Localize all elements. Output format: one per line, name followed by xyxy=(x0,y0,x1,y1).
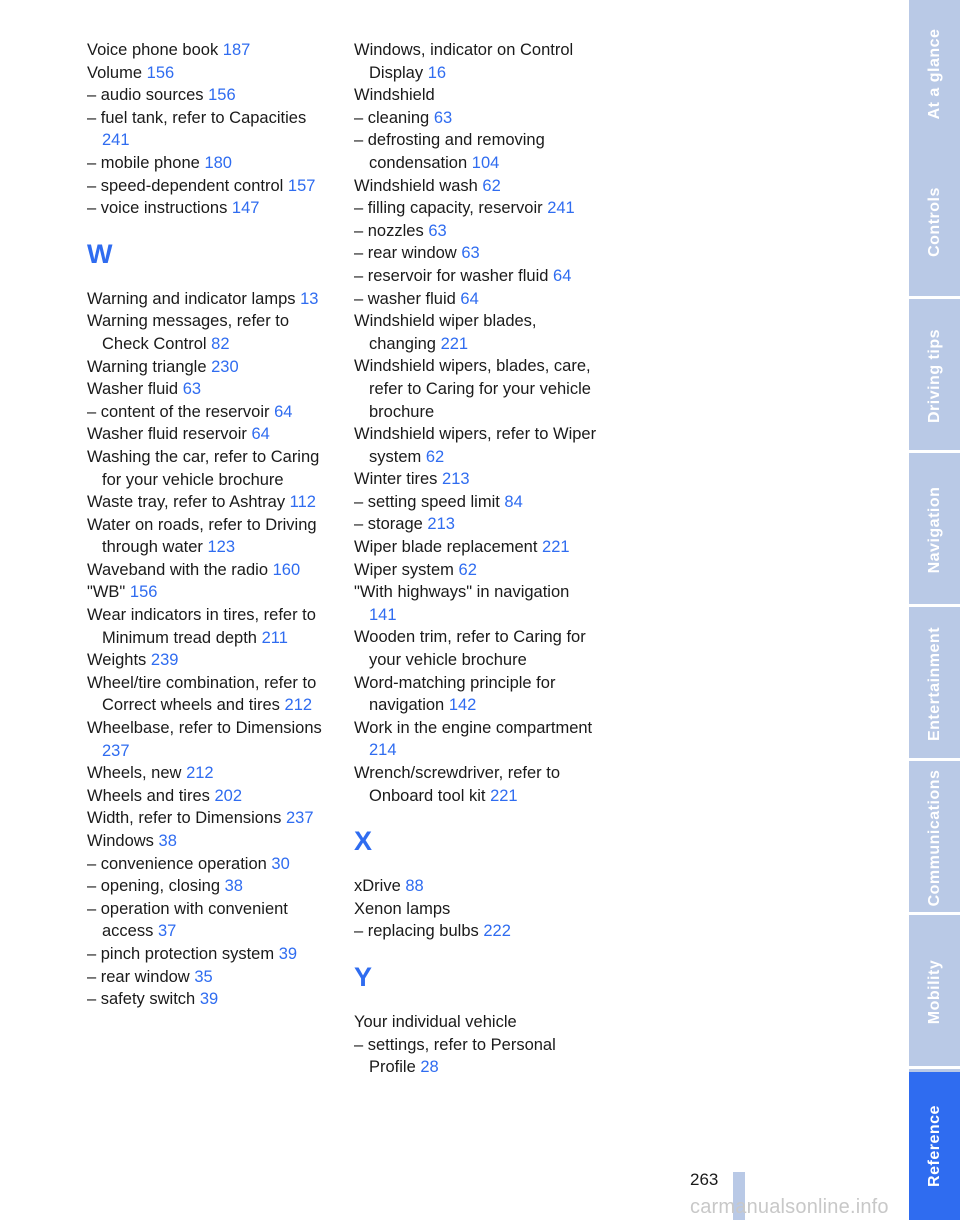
index-entry xyxy=(87,356,332,379)
index-entry-text: – mobile phone xyxy=(87,153,200,172)
index-entry xyxy=(87,491,332,514)
index-entry-text: – audio sources xyxy=(87,86,204,105)
index-entry xyxy=(354,491,599,514)
index-entry xyxy=(354,536,599,559)
page-reference-link[interactable]: 230 xyxy=(211,357,239,376)
index-entry-text: "WB" xyxy=(87,583,126,602)
index-entry-text: "With highways" in navigation xyxy=(354,583,570,602)
sidebar-tab-driving-tips[interactable] xyxy=(909,302,960,453)
index-entry-text: Voice phone book xyxy=(87,41,219,59)
index-entry-text: xDrive xyxy=(354,877,401,896)
page-reference-link[interactable]: 64 xyxy=(274,402,293,421)
index-entry-text: Wrench/screwdriver, refer to Onboard tool kit xyxy=(354,764,561,805)
index-entry-text: Washer fluid xyxy=(87,380,179,399)
index-entry xyxy=(87,423,332,446)
index-entry xyxy=(87,966,332,989)
sidebar-tab-entertainment[interactable] xyxy=(909,610,960,761)
index-entry-text: – defrosting and removing condensation xyxy=(354,131,545,172)
index-entry xyxy=(87,943,332,966)
index-entry-text: – settings, refer to Personal Profile xyxy=(354,1035,556,1077)
page-reference-link[interactable]: 156 xyxy=(129,583,158,602)
index-entry-text: Width, refer to Dimensions xyxy=(87,809,282,828)
index-entry-text: Wear indicators in tires, refer to Minimum tread depth xyxy=(87,606,316,647)
index-entry xyxy=(87,604,332,649)
index-entry-text: Windshield wiper blades, changing xyxy=(354,312,537,353)
index-entry-text: Waveband with the radio xyxy=(87,560,268,579)
index-entry xyxy=(87,717,332,762)
index-entry xyxy=(354,581,599,626)
index-entry-text: Windshield xyxy=(354,86,435,105)
index-entry xyxy=(87,197,332,220)
index-entry xyxy=(354,175,599,198)
index-entry-text: Wiper blade replacement xyxy=(354,538,538,557)
page-reference-link[interactable]: 84 xyxy=(504,492,523,511)
index-entry-text: Wheels and tires xyxy=(87,786,210,805)
sidebar-tab-label: Entertainment xyxy=(925,626,943,742)
index-column-right xyxy=(354,39,599,1079)
page-reference-link[interactable]: 187 xyxy=(222,41,251,59)
sidebar-tab-mobility[interactable] xyxy=(909,918,960,1069)
page-reference-link[interactable]: 213 xyxy=(427,515,455,534)
page-reference-link[interactable]: 38 xyxy=(224,877,243,896)
page-reference-link[interactable]: 88 xyxy=(405,877,424,896)
index-entry xyxy=(87,446,332,491)
page-reference-link[interactable]: 30 xyxy=(271,854,290,873)
index-letter-heading: X xyxy=(354,826,373,857)
index-entry xyxy=(87,514,332,559)
sidebar-tab-label: Reference xyxy=(925,1105,943,1187)
index-entry xyxy=(87,175,332,198)
page-reference-link[interactable]: 16 xyxy=(427,63,447,82)
index-entry-text: – reservoir for washer fluid xyxy=(354,266,549,285)
index-entry xyxy=(87,649,332,672)
page-reference-link[interactable]: 214 xyxy=(369,741,397,760)
index-letter-heading: Y xyxy=(354,961,373,992)
page-reference-link[interactable]: 39 xyxy=(278,944,298,963)
index-entry-text: Warning messages, refer to Check Control xyxy=(87,312,290,353)
page-reference-link[interactable]: 112 xyxy=(289,493,316,512)
index-entry xyxy=(87,762,332,785)
page-reference-link[interactable]: 241 xyxy=(547,199,575,218)
index-entry xyxy=(354,39,599,84)
page-reference-link[interactable]: 213 xyxy=(442,470,470,489)
sidebar-tab-at-a-glance[interactable] xyxy=(909,0,960,151)
page-reference-link[interactable]: 37 xyxy=(157,922,177,941)
index-entry xyxy=(87,581,332,604)
index-entry-text: Volume xyxy=(87,63,143,82)
index-entry-text: – storage xyxy=(354,515,423,534)
sidebar-tab-navigation[interactable] xyxy=(909,456,960,607)
index-entry-text: – cleaning xyxy=(354,108,430,127)
index-entry-text: Your individual vehicle xyxy=(354,1012,517,1031)
index-entry-text: Winter tires xyxy=(354,470,438,489)
index-entry xyxy=(354,84,599,107)
index-entry-text: – nozzles xyxy=(354,221,424,240)
page-reference-link[interactable]: 62 xyxy=(458,560,477,579)
page-reference-link[interactable]: 211 xyxy=(261,628,288,647)
index-entry xyxy=(87,39,332,62)
index-entry xyxy=(87,107,332,152)
index-entry xyxy=(354,310,599,355)
page-reference-link[interactable]: 64 xyxy=(460,289,479,308)
sidebar-tab-label: Communications xyxy=(925,769,943,907)
index-column-left xyxy=(87,39,332,1011)
index-entry xyxy=(87,62,332,85)
index-entry-text: Windshield wash xyxy=(354,176,478,195)
index-entry xyxy=(87,310,332,355)
page-reference-link[interactable]: 237 xyxy=(102,741,130,760)
index-entry-text: Word-matching principle for navigation xyxy=(354,673,556,715)
sidebar-tab-controls[interactable] xyxy=(909,148,960,299)
index-entry xyxy=(354,762,599,807)
page-reference-link[interactable]: 222 xyxy=(483,922,511,941)
index-entry-text: – rear window xyxy=(87,967,190,986)
page-reference-link[interactable]: 28 xyxy=(420,1058,439,1077)
index-entry xyxy=(87,898,332,943)
page-reference-link[interactable]: 62 xyxy=(482,176,501,195)
page-reference-link[interactable]: 221 xyxy=(490,786,518,805)
sidebar-tab-label: At a glance xyxy=(925,28,943,120)
index-entry-text: Wheel/tire combination, refer to Correct wheels and tires xyxy=(87,673,317,715)
page-reference-link[interactable]: 64 xyxy=(553,266,572,285)
index-entry-text: Windows, indicator on Control Display xyxy=(354,41,574,82)
page-number: 263 xyxy=(690,1170,719,1189)
index-entry-text: Wooden trim, refer to Caring for your vehicle brochure xyxy=(354,628,586,670)
sidebar-tab-label: Controls xyxy=(925,187,943,257)
index-entry xyxy=(87,988,332,1011)
index-entry-text: Wheelbase, refer to Dimensions xyxy=(87,719,322,738)
index-entry-text: Work in the engine compartment xyxy=(354,718,593,737)
page-reference-link[interactable]: 142 xyxy=(448,696,477,715)
index-entry xyxy=(354,672,599,717)
index-entry xyxy=(354,626,599,671)
page-reference-link[interactable]: 202 xyxy=(214,786,243,805)
index-entry xyxy=(87,378,332,401)
index-entry xyxy=(354,717,599,762)
index-entry xyxy=(87,672,332,717)
page-reference-link[interactable]: 35 xyxy=(194,967,213,986)
page-reference-link[interactable]: 239 xyxy=(150,651,179,670)
sidebar-tab-label: Driving tips xyxy=(925,328,943,424)
index-entry xyxy=(354,355,599,423)
page-reference-link[interactable]: 156 xyxy=(208,86,236,105)
page-reference-link[interactable]: 180 xyxy=(204,153,232,172)
page-reference-link[interactable]: 63 xyxy=(428,221,447,240)
section-sidebar xyxy=(909,0,960,1220)
page-reference-link[interactable]: 63 xyxy=(461,244,480,263)
index-entry xyxy=(87,152,332,175)
index-entry-text: – rear window xyxy=(354,244,457,263)
index-entry xyxy=(354,129,599,174)
page-reference-link[interactable]: 160 xyxy=(272,560,301,579)
page-reference-link[interactable]: 237 xyxy=(286,809,314,828)
page-reference-link[interactable]: 123 xyxy=(207,538,236,557)
index-entry-text: Xenon lamps xyxy=(354,899,451,918)
index-entry-text: Waste tray, refer to Ashtray xyxy=(87,493,286,512)
index-entry xyxy=(354,513,599,536)
index-entry-text: Wiper system xyxy=(354,560,454,579)
page-reference-link[interactable]: 63 xyxy=(433,108,453,127)
page-reference-link[interactable]: 156 xyxy=(146,63,175,82)
index-entry xyxy=(87,830,332,853)
page-reference-link[interactable]: 241 xyxy=(102,131,130,150)
index-entry-text: Windows xyxy=(87,832,154,850)
index-entry-text: – voice instructions xyxy=(87,199,228,218)
index-entry xyxy=(354,559,599,582)
index-entry-text: Weights xyxy=(87,651,147,670)
page-reference-link[interactable]: 64 xyxy=(251,425,270,444)
index-entry-text: – fuel tank, refer to Capacities xyxy=(87,108,307,127)
index-entry xyxy=(354,288,599,311)
index-entry xyxy=(87,559,332,582)
index-entry xyxy=(354,423,599,468)
index-entry-text: Washing the car, refer to Caring for your vehicle brochure xyxy=(87,447,320,489)
index-entry xyxy=(87,875,332,898)
index-entry-text: – filling capacity, reservoir xyxy=(354,199,543,218)
page-reference-link[interactable]: 39 xyxy=(199,990,219,1009)
page-reference-link[interactable]: 141 xyxy=(369,605,397,624)
page-reference-link[interactable]: 221 xyxy=(542,538,570,557)
index-entry xyxy=(354,898,599,921)
sidebar-tab-label: Mobility xyxy=(925,959,943,1025)
index-entry xyxy=(87,853,332,876)
index-entry-text: Wheels, new xyxy=(87,764,182,783)
index-entry xyxy=(87,84,332,107)
watermark: carmanualsonline.info xyxy=(690,1196,889,1218)
page-reference-link[interactable]: 13 xyxy=(300,289,319,308)
index-entry xyxy=(354,220,599,243)
sidebar-tab-communications[interactable] xyxy=(909,764,960,915)
page-reference-link[interactable]: 212 xyxy=(186,764,214,783)
index-entry-text: – convenience operation xyxy=(87,854,267,873)
index-entry xyxy=(354,1011,599,1034)
index-entry xyxy=(87,401,332,424)
index-entry xyxy=(87,785,332,808)
index-entry-text: Warning and indicator lamps xyxy=(87,289,296,308)
index-entry xyxy=(354,197,599,220)
index-entry-text: Windshield wipers, blades, care, refer to Caring for your vehicle brochure xyxy=(354,357,591,421)
page-reference-link[interactable]: 38 xyxy=(158,832,177,850)
index-entry-text: Washer fluid reservoir xyxy=(87,425,247,444)
index-entry xyxy=(354,875,599,898)
index-entry-text: – replacing bulbs xyxy=(354,922,479,941)
index-entry xyxy=(87,288,332,311)
index-entry xyxy=(354,242,599,265)
index-entry xyxy=(354,920,599,943)
index-entry xyxy=(354,468,599,491)
page-reference-link[interactable]: 62 xyxy=(425,447,445,466)
index-entry xyxy=(354,265,599,288)
index-entry-text: – opening, closing xyxy=(87,877,221,896)
page-reference-link[interactable]: 104 xyxy=(471,153,500,172)
sidebar-tab-label: Navigation xyxy=(925,486,943,574)
page-reference-link[interactable]: 212 xyxy=(284,696,313,715)
index-entry-text: – safety switch xyxy=(87,990,196,1009)
index-entry-text: – setting speed limit xyxy=(354,492,500,511)
index-entry-text: – speed-dependent control xyxy=(87,176,284,195)
page-reference-link[interactable]: 157 xyxy=(287,176,316,195)
page-reference-link[interactable]: 63 xyxy=(182,380,202,399)
index-entry-text: Windshield wipers, refer to Wiper system xyxy=(354,425,597,466)
index-entry-text: Warning triangle xyxy=(87,357,207,376)
index-entry-text: – content of the reservoir xyxy=(87,402,270,421)
page-reference-link[interactable]: 147 xyxy=(231,199,260,218)
page-reference-link[interactable]: 221 xyxy=(440,334,469,353)
sidebar-tab-reference[interactable] xyxy=(909,1072,960,1220)
page-reference-link[interactable]: 82 xyxy=(211,334,230,353)
index-entry-text: Water on roads, refer to Driving through water xyxy=(87,515,317,557)
index-entry-text: – washer fluid xyxy=(354,289,456,308)
index-entry-text: – pinch protection system xyxy=(87,944,275,963)
index-entry xyxy=(354,107,599,130)
index-entry-text: – operation with convenient access xyxy=(87,899,288,941)
index-entry xyxy=(354,1034,599,1079)
index-entry xyxy=(87,807,332,830)
index-letter-heading: W xyxy=(87,238,113,269)
